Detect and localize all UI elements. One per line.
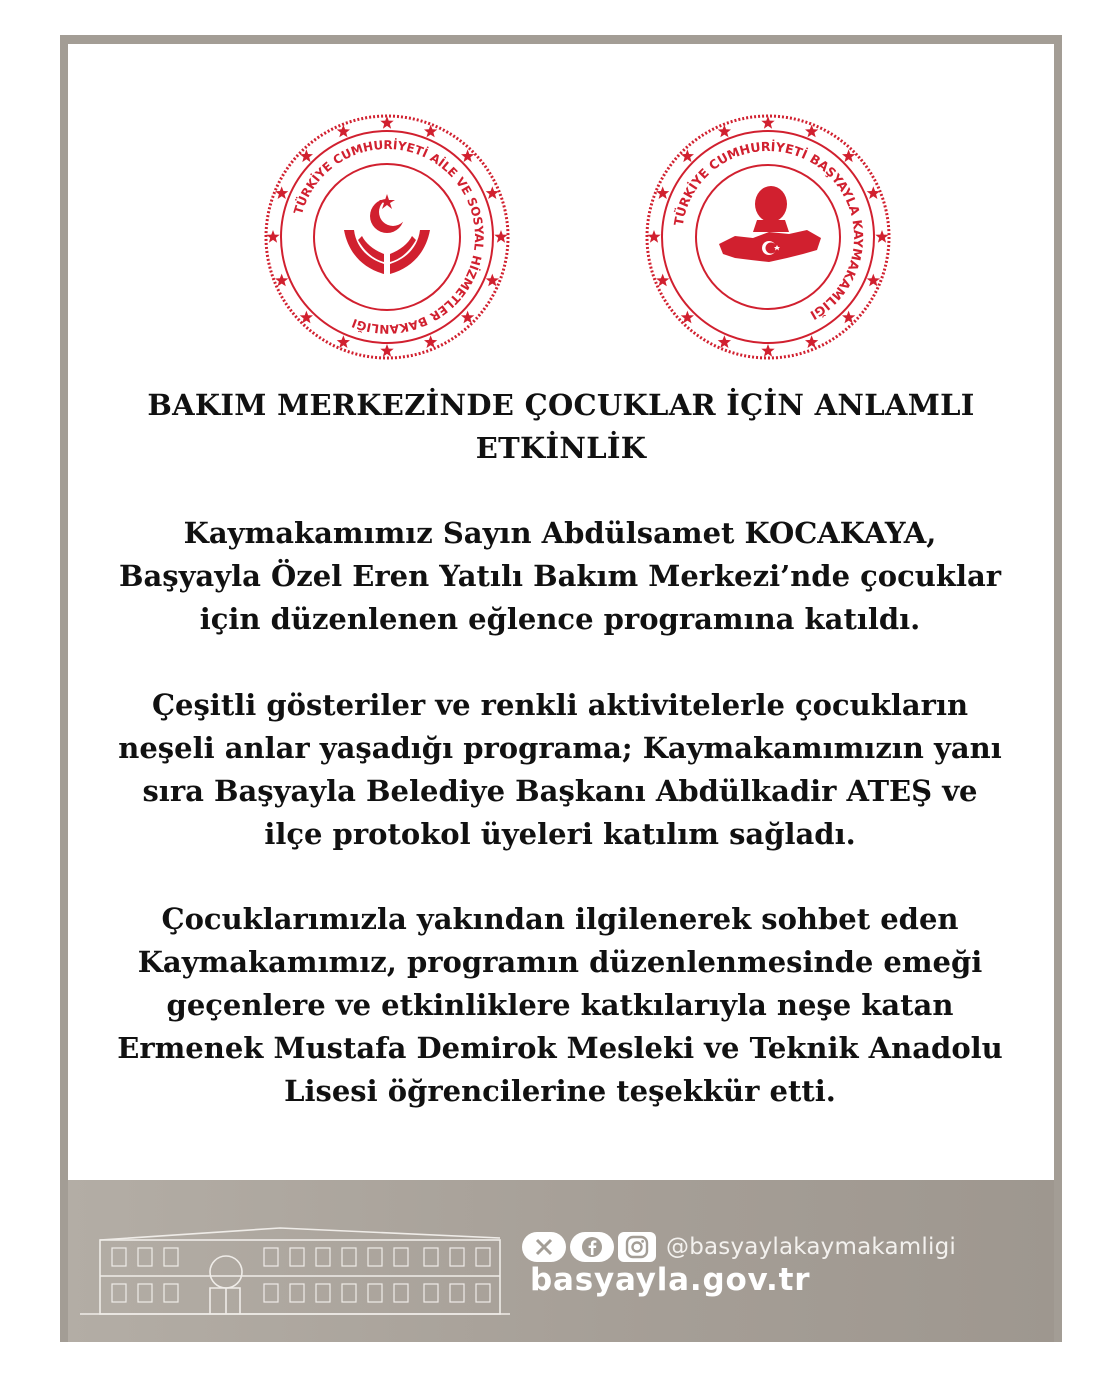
text-line: Kaymakamımız, programın düzenlenmesinde emeği (137, 945, 983, 979)
headline-line: BAKIM MERKEZİNDE ÇOCUKLAR İÇİN ANLAMLI (147, 388, 975, 422)
text-line: neşeli anlar yaşadığı programa; Kaymakamımızın yanı (118, 731, 1002, 765)
text-line: Başyayla Özel Eren Yatılı Bakım Merkezi’nde çocuklar (118, 559, 1002, 593)
seal-star-icon (656, 186, 669, 199)
seal-star-icon (656, 274, 669, 287)
text-line: Çeşitli gösteriler ve renkli aktivitelerle çocukların (151, 688, 969, 722)
seal-star-icon (761, 344, 774, 357)
svg-text:TÜRKİYE CUMHURİYETİ AİLE VE SO: TÜRKİYE CUMHURİYETİ AİLE VE SOSYAL HİZMETLER BAKANLIĞI (291, 137, 487, 337)
seal-star-icon (424, 335, 437, 348)
logo-row (0, 112, 1120, 367)
facebook-icon[interactable] (570, 1232, 614, 1262)
paragraph-3 (74, 898, 1046, 1113)
x-icon[interactable] (522, 1232, 566, 1262)
seal-star-icon (380, 116, 393, 129)
instagram-icon[interactable] (618, 1232, 656, 1262)
text-line: Çocuklarımızla yakından ilgilenerek sohbet eden (161, 902, 959, 936)
headline (68, 384, 1054, 470)
ministry-seal-icon (262, 112, 512, 362)
seal-star-icon (718, 335, 731, 348)
svg-text:TÜRKİYE CUMHURİYETİ BAŞYAYLA K: TÜRKİYE CUMHURİYETİ BAŞYAYLA KAYMAKAMLIĞI (670, 138, 867, 323)
seal-star-icon (461, 311, 474, 324)
seal-star-icon (266, 230, 279, 243)
text-line: Kaymakamımız Sayın Abdülsamet KOCAKAYA, (183, 516, 937, 550)
text-line: sıra Başyayla Belediye Başkanı Abdülkadir ATEŞ ve (142, 774, 978, 808)
district-governorship-seal-icon (643, 112, 893, 362)
seal-star-icon (842, 311, 855, 324)
website-link[interactable]: basyayla.gov.tr (530, 1262, 811, 1298)
seal-star-icon (875, 230, 888, 243)
paragraph-2 (74, 684, 1046, 856)
seal-star-icon (494, 230, 507, 243)
seal-star-icon (380, 344, 393, 357)
seal-star-icon (424, 125, 437, 138)
seal-star-icon (275, 274, 288, 287)
text-line: ilçe protokol üyeleri katılım sağladı. (264, 817, 856, 851)
seal-star-icon (300, 149, 313, 162)
text-line: Ermenek Mustafa Demirok Mesleki ve Teknik Anadolu (117, 1031, 1003, 1065)
seal-star-icon (805, 335, 818, 348)
paragraph-1 (74, 512, 1046, 641)
seal-star-icon (275, 186, 288, 199)
headline-line: ETKİNLİK (475, 431, 647, 465)
seal-star-icon (761, 116, 774, 129)
seal-star-icon (337, 335, 350, 348)
social-row (522, 1230, 956, 1264)
text-line: için düzenlenen eğlence programına katıldı. (199, 602, 921, 636)
text-line: geçenlere ve etkinliklere katkılarıyla neşe katan (166, 988, 954, 1022)
building-illustration-icon (80, 1218, 510, 1328)
seal-star-icon (805, 125, 818, 138)
seal-star-icon (681, 149, 694, 162)
text-line: Lisesi öğrencilerine teşekkür etti. (284, 1074, 836, 1108)
seal-star-icon (647, 230, 660, 243)
social-handle[interactable]: @basyaylakaymakamligi (666, 1234, 956, 1260)
